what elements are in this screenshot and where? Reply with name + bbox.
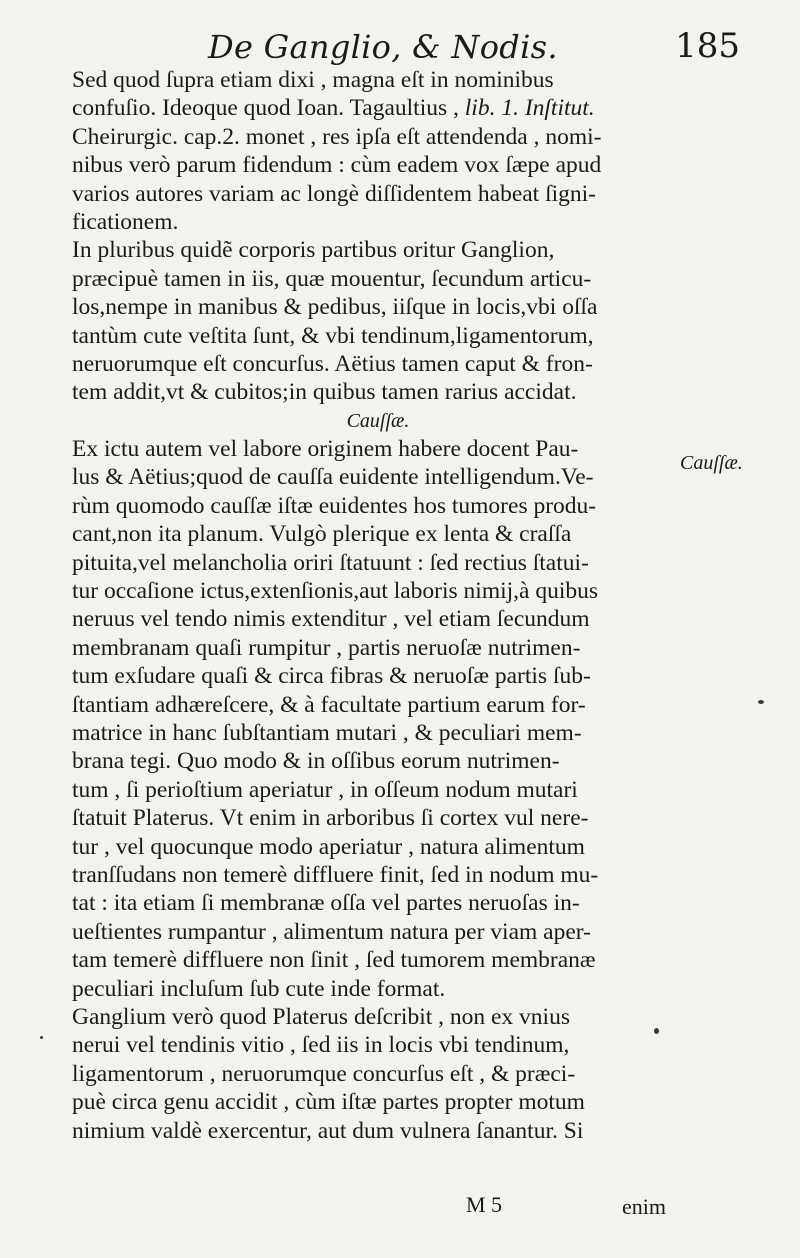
marginal-note: Cauſſæ.: [680, 452, 743, 474]
text-line: tur , vel quocunque modo aperiatur , natura alimentum: [72, 833, 585, 860]
running-title: De Ganglio, & Nodis.: [208, 28, 558, 66]
page-header: [62, 24, 776, 68]
text-line: membranam quaſi rumpitur , partis neruoſæ nutrimen-: [72, 634, 581, 661]
text-line: rùm quomodo cauſſæ iſtæ euidentes hos tumores produ-: [72, 492, 597, 519]
text-line: tem addit,vt & cubitos;in quibus tamen rarius accidat.: [72, 379, 577, 406]
catchword: enim: [622, 1194, 666, 1219]
text-line: ligamentorum , neruorumque concurſus eſt , & præci-: [72, 1060, 576, 1087]
signature-mark: M 5: [466, 1192, 503, 1217]
ink-speck: [758, 700, 764, 704]
text-line: præcipuè tamen in iis, quæ mouentur, ſecundum articu-: [72, 265, 592, 292]
text-line: neruorumque eſt concurſus. Aëtius tamen caput & fron-: [72, 351, 593, 378]
text-line: tantùm cute veſtita ſunt, & vbi tendinum,ligamentorum,: [72, 322, 594, 349]
text-line: ueſtientes rumpantur , alimentum natura per viam aper-: [72, 918, 591, 945]
text-line: Sed quod ſupra etiam dixi , magna eſt in nominibus: [72, 67, 554, 93]
text-line: ficationem.: [72, 209, 179, 236]
text-line: tum exſudare quaſi & circa fibras & neruoſæ partis ſub-: [72, 663, 591, 690]
text-line: [62, 94, 674, 122]
text-line: nibus verò parum fidendum : cùm eadem vox ſæpe apud: [72, 152, 602, 179]
text-line: tranſſudans non temerè diffluere finit, ſed in nodum mu-: [72, 861, 599, 888]
text-line: nimium valdè exercentur, aut dum vulnera ſanantur. Si: [72, 1117, 584, 1144]
page-number: 185: [675, 26, 740, 66]
text-line: Ex ictu autem vel labore originem habere docent Pau-: [72, 435, 579, 462]
text-line: peculiari incluſum ſub cute inde format.: [72, 975, 446, 1002]
ink-speck: [654, 1028, 659, 1034]
text-line: neruus vel tendo nimis extenditur , vel etiam ſecundum: [72, 606, 590, 633]
text-line: tum , ſi perioſtium aperiatur , in oſſeum nodum mutari: [72, 776, 578, 803]
ink-speck: [40, 1036, 43, 1039]
paragraph-1: [62, 66, 674, 236]
text-line: nerui vel tendinis vitio , ſed iis in locis vbi tendinum,: [72, 1032, 570, 1059]
citation-reference: lib. 1. Inſtitut.: [464, 95, 595, 122]
text-line: pituita,vel melancholia oriri ſtatuunt : ſed rectius ſtatui-: [72, 549, 589, 576]
paragraph-4: [62, 1003, 674, 1145]
text-line: matrice in hanc ſubſtantiam mutari , & peculiari mem-: [72, 719, 582, 746]
text-line: Cheirurgic. cap.2. monet , res ipſa eſt attendenda , nomi-: [72, 123, 602, 150]
main-text: [62, 66, 674, 1145]
text-line: Ganglium verò quod Platerus deſcribit , non ex vnius: [72, 1004, 570, 1030]
text-fragment: confuſio. Ideoque quod Ioan. Tagaultius ,: [72, 95, 465, 122]
text-line: ſtatuit Platerus. Vt enim in arboribus ſi cortex vul nere-: [72, 805, 589, 832]
text-line: cant,non ita planum. Vulgò plerique ex lenta & craſſa: [72, 521, 572, 548]
text-line: varios autores variam ac longè diſſidentem habeat ſigni-: [72, 180, 596, 207]
text-line: lus & Aëtius;quod de cauſſa euidente intelligendum.Ve-: [72, 464, 594, 491]
text-line: brana tegi. Quo modo & in oſſibus eorum nutrimen-: [72, 748, 560, 775]
text-line: tur occaſione ictus,extenſionis,aut laboris nimij,à quibus: [72, 577, 599, 604]
text-line: puè circa genu accidit , cùm iſtæ partes propter motum: [72, 1089, 585, 1116]
paragraph-2: [62, 236, 674, 406]
text-line: In pluribus quidẽ corporis partibus oritur Ganglion,: [72, 237, 555, 264]
text-line: tam temerè diffluere non ſinit , ſed tumorem membranæ: [72, 947, 596, 974]
section-heading: Cauſſæ.: [346, 409, 410, 432]
paragraph-3: [62, 435, 674, 1003]
text-line: los,nempe in manibus & pedibus, iiſque in locis,vbi oſſa: [72, 294, 598, 321]
text-line: tat : ita etiam ſi membranæ oſſa vel partes neruoſas in-: [72, 890, 580, 917]
text-line: ſtantiam adhæreſcere, & à facultate partium earum for-: [72, 691, 586, 718]
